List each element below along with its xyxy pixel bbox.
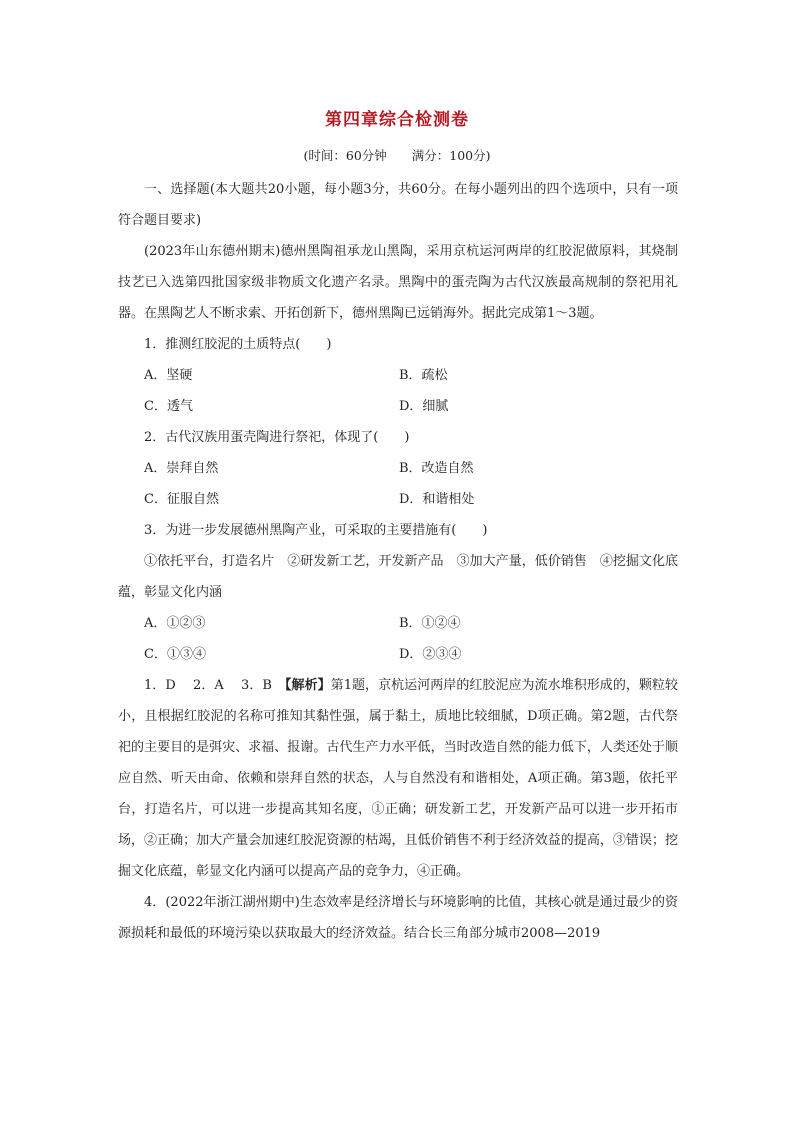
material-paragraph: (2023年山东德州期末)德州黑陶祖承龙山黑陶，采用京杭运河两岸的红胶泥做原料，其烧制技艺已入选第四批国家级非物质文化遗产名录。黑陶中的蛋壳陶为古代汉族最高规制的祭祀用礼器。在黑陶艺人不断求索、开拓创新下，德州黑陶已远销海外。据此完成第1～3题。 [118,244,678,321]
q2-option-b: B．改造自然 [399,461,474,476]
question-2-stem: 2．古代汉族用蛋壳陶进行祭祀，体现了( ) [144,430,410,445]
q2-option-d: D．和谐相处 [399,492,475,507]
question-1-options-row-2 [118,391,678,422]
analysis-tag: 【解析】 [285,678,331,693]
q3-option-a: A．①②③ [144,616,206,631]
question-3-options-row-1 [118,608,678,639]
analysis-text: 第1题，京杭运河两岸的红胶泥应为流水堆积形成的，颗粒较小，且根据红胶泥的名称可推知其黏性强，属于黏土，质地比较细腻，D项正确。第2题，古代祭祀的主要目的是弭灾、求福、报谢。古代生产力水平低，当时改造自然的能力低下，人类还处于顺应自然、听天由命、依赖和崇拜自然的状态，人与自然没有和谐相处，A项正确。第3题，依托平台，打造名片，可以进一步提高其知名度，①正确；研发新工艺，开发新产品可以进一步开拓市场，②正确；加大产量会加速红胶泥资源的枯竭，且低价销售不利于经济效益的提高，③错误；挖掘文化底蕴，彰显文化内涵可以提高产品的竞争力，④正确。 [118,678,678,879]
answer-keys: 1．D 2．A 3．B [144,678,285,693]
q2-option-c: C．征服自然 [144,492,219,507]
exam-time-score: (时间：60分钟 满分：100分) [303,148,491,163]
question-2-options-row-2 [118,484,678,515]
question-3-stem: 3．为进一步发展德州黑陶产业，可采取的主要措施有( ) [144,523,488,538]
q3-option-c: C．①③④ [144,647,206,662]
q1-option-a: A．坚硬 [144,368,193,383]
question-1-stem: 1．推测红胶泥的土质特点( ) [144,337,332,352]
q1-option-b: B．疏松 [399,368,448,383]
answer-explanation [118,670,678,887]
q1-option-c: C．透气 [144,399,193,414]
question-4-material: 4．(2022年浙江湖州期中)生态效率是经济增长与环境影响的比值，其核心就是通过最少的资源损耗和最低的环境污染以获取最大的经济效益。结合长三角部分城市2008—2019 [118,895,678,941]
question-3-statements: ①依托平台，打造名片 ②研发新工艺，开发新产品 ③加大产量，低价销售 ④挖掘文化底蕴，彰显文化内涵 [118,554,678,600]
q2-option-a: A．崇拜自然 [144,461,219,476]
q3-option-b: B．①②④ [399,616,461,631]
question-1-options-row-1 [118,360,678,391]
question-2-options-row-1 [118,453,678,484]
exam-content [118,174,678,949]
q1-option-d: D．细腻 [399,399,449,414]
q3-option-d: D．②③④ [399,647,462,662]
question-3-options-row-2 [118,639,678,670]
page-title: 第四章综合检测卷 [325,110,469,130]
section-heading: 一、选择题(本大题共20小题，每小题3分，共60分。在每小题列出的四个选项中，只有一项符合题目要求) [118,182,678,228]
